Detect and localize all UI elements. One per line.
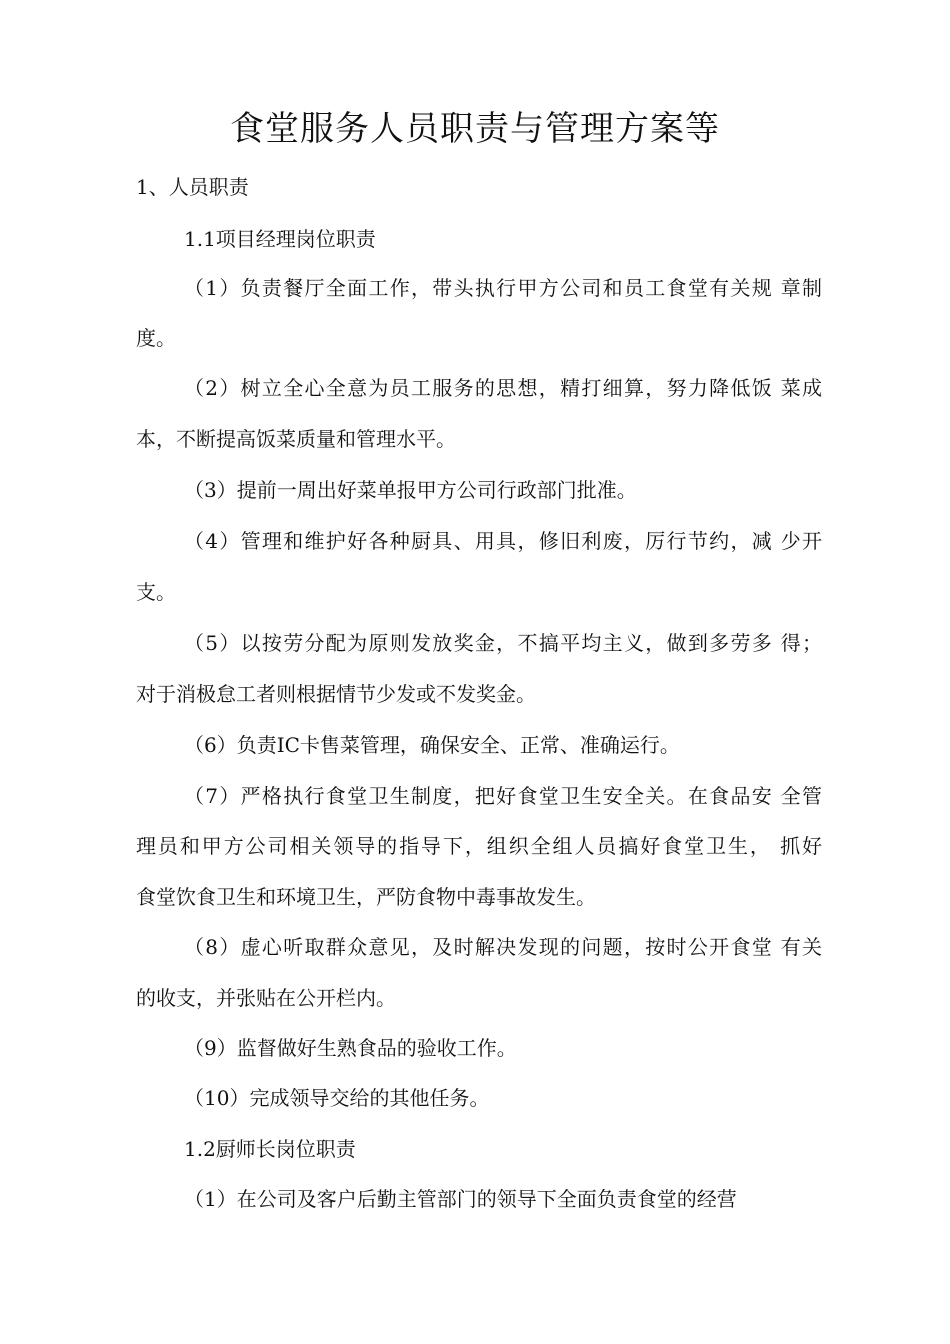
subsection-heading: 1.2厨师长岗位职责 (184, 1137, 356, 1161)
paragraph-line: （5）以按劳分配为原则发放奖金，不搞平均主义，做到多劳多 得； (184, 631, 822, 655)
paragraph-line: 的收支，并张贴在公开栏内。 (136, 986, 396, 1010)
subsection-heading: 1.1项目经理岗位职责 (184, 227, 376, 251)
section-heading: 1、人员职责 (136, 175, 249, 199)
paragraph-line: 对于消极怠工者则根据情节少发或不发奖金。 (136, 682, 536, 706)
paragraph-line: （1）在公司及客户后勤主管部门的领导下全面负责食堂的经营 (184, 1187, 737, 1211)
paragraph-line: （9）监督做好生熟食品的验收工作。 (184, 1036, 517, 1060)
paragraph-line: 度。 (136, 326, 176, 350)
paragraph-line: 本，不断提高饭菜质量和管理水平。 (136, 427, 456, 451)
paragraph-line: （7）严格执行食堂卫生制度，把好食堂卫生安全关。在食品安 全管 (184, 784, 822, 808)
paragraph-line: （6）负责IC卡售菜管理，确保安全、正常、准确运行。 (184, 733, 680, 757)
paragraph-line: 支。 (136, 580, 176, 604)
paragraph-line: （4）管理和维护好各种厨具、用具，修旧利废，厉行节约，减 少开 (184, 529, 822, 553)
paragraph-line: （3）提前一周出好菜单报甲方公司行政部门批准。 (184, 478, 637, 502)
paragraph-line: 食堂饮食卫生和环境卫生，严防食物中毒事故发生。 (136, 885, 596, 909)
paragraph-line: 理员和甲方公司相关领导的指导下，组织全组人员搞好食堂卫生， 抓好 (136, 834, 822, 858)
paragraph-line: （2）树立全心全意为员工服务的思想，精打细算，努力降低饭 菜成 (184, 376, 822, 400)
paragraph-line: （10）完成领导交给的其他任务。 (184, 1086, 490, 1110)
paragraph-line: （1）负责餐厅全面工作，带头执行甲方公司和员工食堂有关规 章制 (184, 276, 822, 300)
paragraph-line: （8）虚心听取群众意见，及时解决发现的问题，按时公开食堂 有关 (184, 935, 822, 959)
document-title: 食堂服务人员职责与管理方案等 (230, 109, 720, 149)
